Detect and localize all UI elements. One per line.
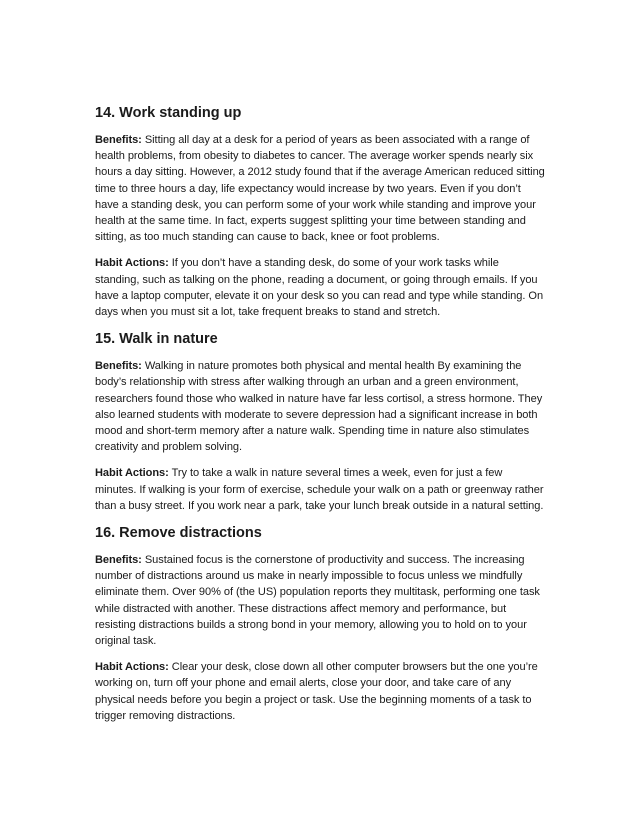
benefits-label: Benefits: (95, 554, 142, 567)
habit-actions-label: Habit Actions: (95, 257, 169, 270)
section-remove-distractions (95, 524, 545, 724)
document-page (95, 104, 545, 734)
section-work-standing-up (95, 104, 545, 320)
benefits-label: Benefits: (95, 360, 142, 373)
benefits-text: Walking in nature promotes both physical and mental health By examining the body’s relationship with stress after walking through an urban and a green environment, researchers found those who walked in nature have far less cortisol, a stress hormone. They also learned students with moderate to severe depression had a significant increase in both mood and short-term memory after a nature walk. Spending time in nature also stimulates creativity and problem solving. (95, 360, 543, 454)
benefits-paragraph (95, 132, 545, 245)
benefits-paragraph (95, 552, 545, 649)
habit-actions-text: If you don’t have a standing desk, do some of your work tasks while standing, such as talking on the phone, reading a document, or going through emails. If you have a laptop computer, elevate it on your desk so you can read and type while standing. On days when you must sit a lot, take frequent breaks to stand and stretch. (95, 257, 544, 319)
section-heading: 14. Work standing up (95, 105, 242, 121)
section-walk-in-nature (95, 330, 545, 514)
habit-actions-text: Try to take a walk in nature several times a week, even for just a few minutes. If walking is your form of exercise, schedule your walk on a path or greenway rather than a busy street. If you work near a park, take your lunch break outside in a natural setting. (95, 467, 544, 512)
benefits-text: Sitting all day at a desk for a period of years as been associated with a range of health problems, from obesity to diabetes to cancer. The average worker spends nearly six hours a day sitting. However, a 2012 study found that if the average American reduced sitting time to three hours a day, life expectancy would increase by two years. Even if you don’t have a standing desk, you can perform some of your work while standing and improve your health at the same time. In fact, experts suggest splitting your time between standing and sitting, as too much standing can cause to back, knee or foot problems. (95, 134, 545, 244)
section-heading: 16. Remove distractions (95, 525, 262, 542)
habit-actions-label: Habit Actions: (95, 661, 169, 674)
habit-actions-paragraph (95, 659, 545, 724)
habit-actions-paragraph (95, 255, 545, 320)
habit-actions-text: Clear your desk, close down all other computer browsers but the one you’re working on, turn off your phone and email alerts, close your door, and take care of any physical needs before you begin a project or task. Use the beginning moments of a task to trigger removing distractions. (95, 661, 538, 722)
benefits-paragraph (95, 358, 545, 455)
section-heading: 15. Walk in nature (95, 331, 218, 348)
benefits-label: Benefits: (95, 134, 142, 146)
benefits-text: Sustained focus is the cornerstone of productivity and success. The increasing number of distractions around us make in nearly impossible to focus unless we mindfully eliminate them. Over 90% of (the US) population reports they multitask, performing one task while distracted with another. These distractions affect memory and performance, but resisting distractions builds a strong bond in your memory, allowing you to hold on to your original task. (95, 554, 540, 648)
habit-actions-paragraph (95, 465, 545, 514)
habit-actions-label: Habit Actions: (95, 467, 169, 480)
